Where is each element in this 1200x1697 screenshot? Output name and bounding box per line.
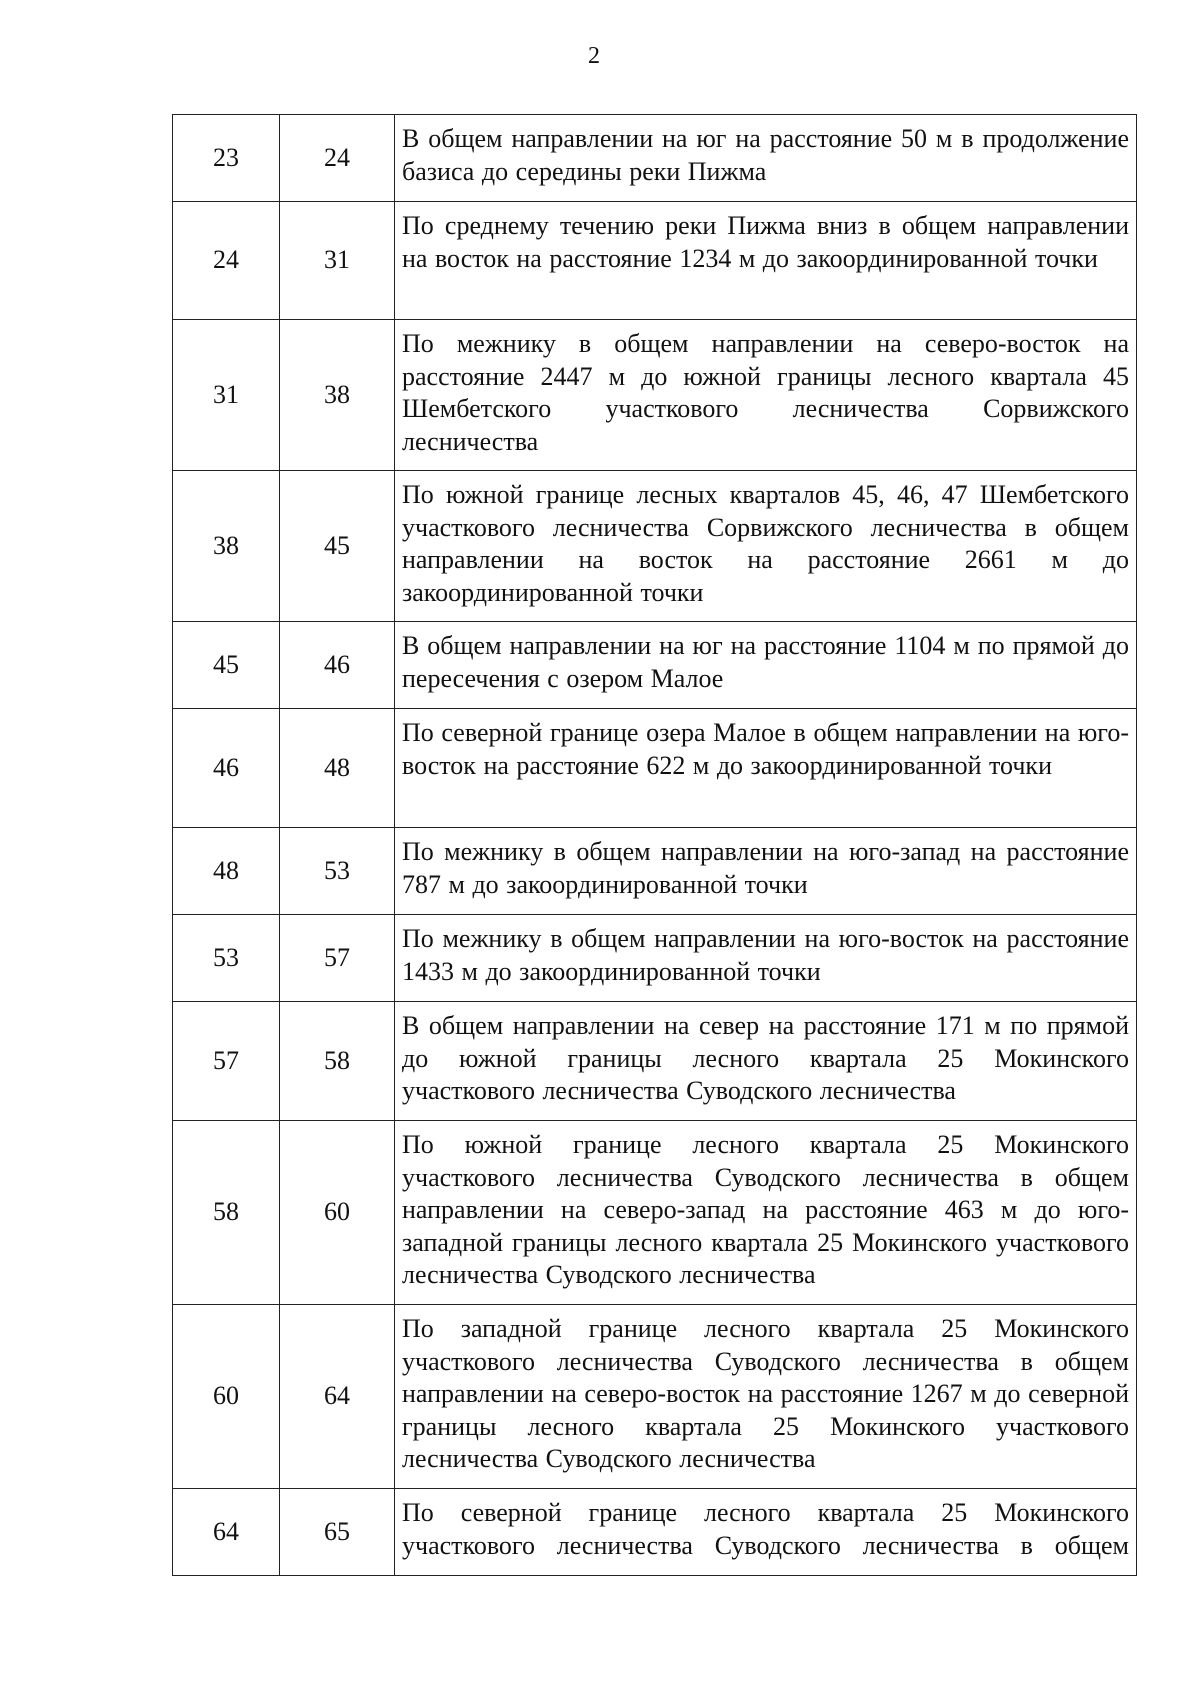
page-number: 2	[588, 43, 600, 69]
boundary-description: В общем направлении на юг на расстояние 1104 м по прямой до пересечения с озером Малое	[395, 622, 1137, 709]
table-row	[173, 471, 1137, 622]
point-from: 38	[173, 471, 280, 622]
boundary-description: В общем направлении на север на расстояние 171 м по прямой до южной границы лесного квартала 25 Мокинского участкового лесничества Суводского лесничества	[395, 1002, 1137, 1121]
boundary-description-line: По северной границе лесного квартала 25 Мокинского	[402, 1498, 1129, 1527]
point-from: 48	[173, 828, 280, 915]
boundary-description	[395, 1489, 1137, 1576]
table-row	[173, 622, 1137, 709]
point-from: 31	[173, 320, 280, 471]
boundary-description: По среднему течению реки Пижма вниз в общем направлении на восток на расстояние 1234 м до закоординированной точки	[395, 202, 1137, 320]
table-row	[173, 1489, 1137, 1576]
point-to: 31	[280, 202, 395, 320]
table-row	[173, 1002, 1137, 1121]
table-row	[173, 202, 1137, 320]
point-from: 53	[173, 915, 280, 1002]
boundary-description: По южной границе лесных кварталов 45, 46, 47 Шембетского участкового лесничества Сорвижского лесничества в общем направлении на восток на расстояние 2661 м до закоординированной точки	[395, 471, 1137, 622]
boundary-description: По межнику в общем направлении на юго-восток на расстояние 1433 м до закоординированной точки	[395, 915, 1137, 1002]
table-row	[173, 115, 1137, 202]
boundary-description: В общем направлении на юг на расстояние 50 м в продолжение базиса до середины реки Пижма	[395, 115, 1137, 202]
boundary-description: По северной границе озера Малое в общем направлении на юго-восток на расстояние 622 м до закоординированной точки	[395, 709, 1137, 828]
point-to: 48	[280, 709, 395, 828]
table-row	[173, 915, 1137, 1002]
point-from: 58	[173, 1121, 280, 1305]
point-to: 53	[280, 828, 395, 915]
point-from: 24	[173, 202, 280, 320]
point-from: 46	[173, 709, 280, 828]
point-from: 57	[173, 1002, 280, 1121]
point-from: 23	[173, 115, 280, 202]
point-from: 45	[173, 622, 280, 709]
boundary-description-line: участкового лесничества Суводского лесничества в общем	[402, 1530, 1129, 1560]
point-to: 60	[280, 1121, 395, 1305]
boundary-description: По межнику в общем направлении на юго-запад на расстояние 787 м до закоординированной точки	[395, 828, 1137, 915]
point-to: 38	[280, 320, 395, 471]
point-to: 58	[280, 1002, 395, 1121]
point-from: 64	[173, 1489, 280, 1576]
boundary-description: По западной границе лесного квартала 25 Мокинского участкового лесничества Суводского лесничества в общем направлении на северо-восток на расстояние 1267 м до северной границы лесного квартала 25 Мокинского участкового лесничества Суводского лесничества	[395, 1305, 1137, 1489]
point-to: 46	[280, 622, 395, 709]
table-row	[173, 709, 1137, 828]
point-to: 65	[280, 1489, 395, 1576]
point-to: 45	[280, 471, 395, 622]
table-row	[173, 1121, 1137, 1305]
table-row	[173, 828, 1137, 915]
table-row	[173, 1305, 1137, 1489]
point-to: 24	[280, 115, 395, 202]
point-to: 57	[280, 915, 395, 1002]
table-row	[173, 320, 1137, 471]
boundary-table	[172, 114, 1137, 1576]
point-from: 60	[173, 1305, 280, 1489]
boundary-description: По южной границе лесного квартала 25 Мокинского участкового лесничества Суводского лесничества в общем направлении на северо-запад на расстояние 463 м до юго-западной границы лесного квартала 25 Мокинского участкового лесничества Суводского лесничества	[395, 1121, 1137, 1305]
boundary-description: По межнику в общем направлении на северо-восток на расстояние 2447 м до южной границы лесного квартала 45 Шембетского участкового лесничества Сорвижского лесничества	[395, 320, 1137, 471]
point-to: 64	[280, 1305, 395, 1489]
